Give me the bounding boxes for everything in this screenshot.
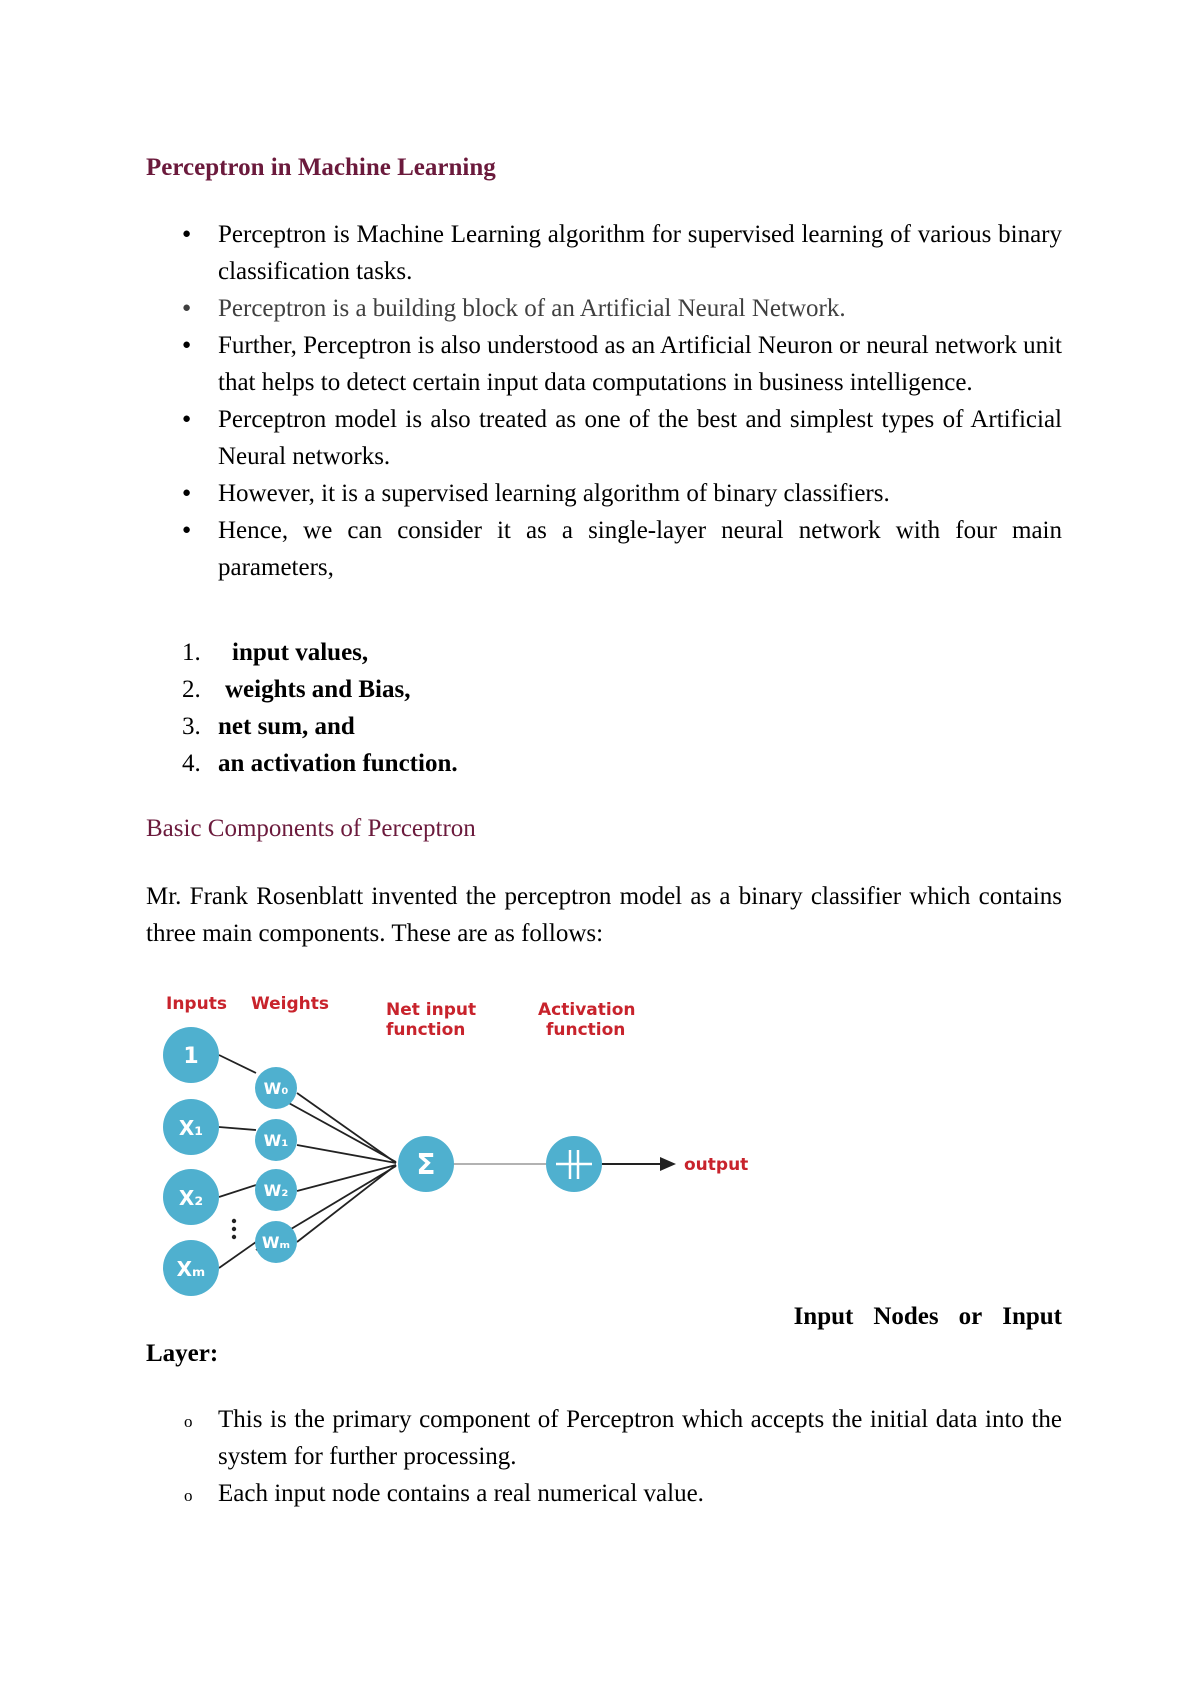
edge [219,1127,256,1130]
bullet-item: ● Perceptron is a building block of an Artificial Neural Network. [146,290,1062,327]
input-node-label: X₁ [178,1116,204,1140]
net-input-label-line2: function [386,1020,466,1040]
bullet-item: ● Further, Perceptron is also understood as an Artificial Neuron or neural network unit that helps to detect certain input data computations in business intelligence. [146,327,1062,401]
item-number: 1. [182,639,201,666]
bullet-item: ● Perceptron model is also treated as one of the best and simplest types of Artificial Neural networks. [146,401,1062,475]
bullet-list [146,216,1062,586]
heading-line [146,1298,1062,1335]
heading-word: or [958,1303,983,1330]
item-text: net sum, and [218,713,355,740]
input-layer-heading [146,1298,1062,1372]
connections [219,1055,396,1268]
heading-line-2: Layer: [146,1340,219,1367]
list-item: o This is the primary component of Perceptron which accepts the initial data into the system for further processing. [146,1401,1062,1475]
item-number: 3. [182,713,201,740]
input-node-label: Xₘ [176,1257,206,1281]
activation-label-line1: Activation [538,1000,636,1020]
net-input-label-line1: Net input [386,1000,477,1020]
item-text: input values, [232,639,369,666]
heading-word: Input [793,1303,854,1330]
input-node-label: X₂ [178,1186,204,1210]
edge [297,1093,396,1163]
item-text: weights and Bias, [225,676,411,703]
weight-node-label: Wₘ [261,1233,291,1252]
edge [297,1165,396,1242]
parameter-item [146,708,1062,745]
list-item: o Each input node contains a real numerical value. [146,1475,1062,1512]
parameter-item [146,671,1062,708]
ellipsis-icon [232,1219,236,1239]
edge [219,1242,256,1268]
activation-label-line2: function [546,1020,626,1040]
weight-node-label: W₀ [263,1079,289,1098]
output-arrow-head [660,1157,676,1171]
perceptron-diagram [146,985,766,1305]
input-nodes [163,1027,219,1296]
sum-icon: Σ [416,1148,436,1181]
intro-paragraph: Mr. Frank Rosenblatt invented the perceptron model as a binary classifier which contains three main components. These are as follows: [146,883,1062,947]
output-label: output [684,1155,749,1175]
bullet-item: ● Hence, we can consider it as a single-layer neural network with four main parameters, [146,512,1062,586]
input-node-label: 1 [183,1044,199,1069]
page-title: Perceptron in Machine Learning [146,154,496,181]
weight-nodes [255,1067,297,1263]
edge [219,1185,256,1197]
weights-label: Weights [251,994,330,1014]
inputs-label: Inputs [166,994,227,1014]
weight-node-label: W₁ [263,1131,289,1150]
edge [297,1165,396,1191]
item-number: 4. [182,750,201,777]
bullet-item: ● Perceptron is Machine Learning algorithm for supervised learning of various binary classification tasks. [146,216,1062,290]
weight-node-label: W₂ [263,1181,289,1200]
section-heading: Basic Components of Perceptron [146,815,476,842]
edge [219,1055,256,1073]
bullet-item: ● However, it is a supervised learning algorithm of binary classifiers. [146,475,1062,512]
input-layer-list [146,1401,1062,1512]
parameter-item [146,745,1062,782]
item-text: an activation function. [218,750,458,777]
parameter-item [146,634,1062,671]
heading-word: Input [1002,1303,1062,1330]
item-number: 2. [182,676,201,703]
heading-word: Nodes [873,1303,939,1330]
parameter-list [146,634,1062,782]
